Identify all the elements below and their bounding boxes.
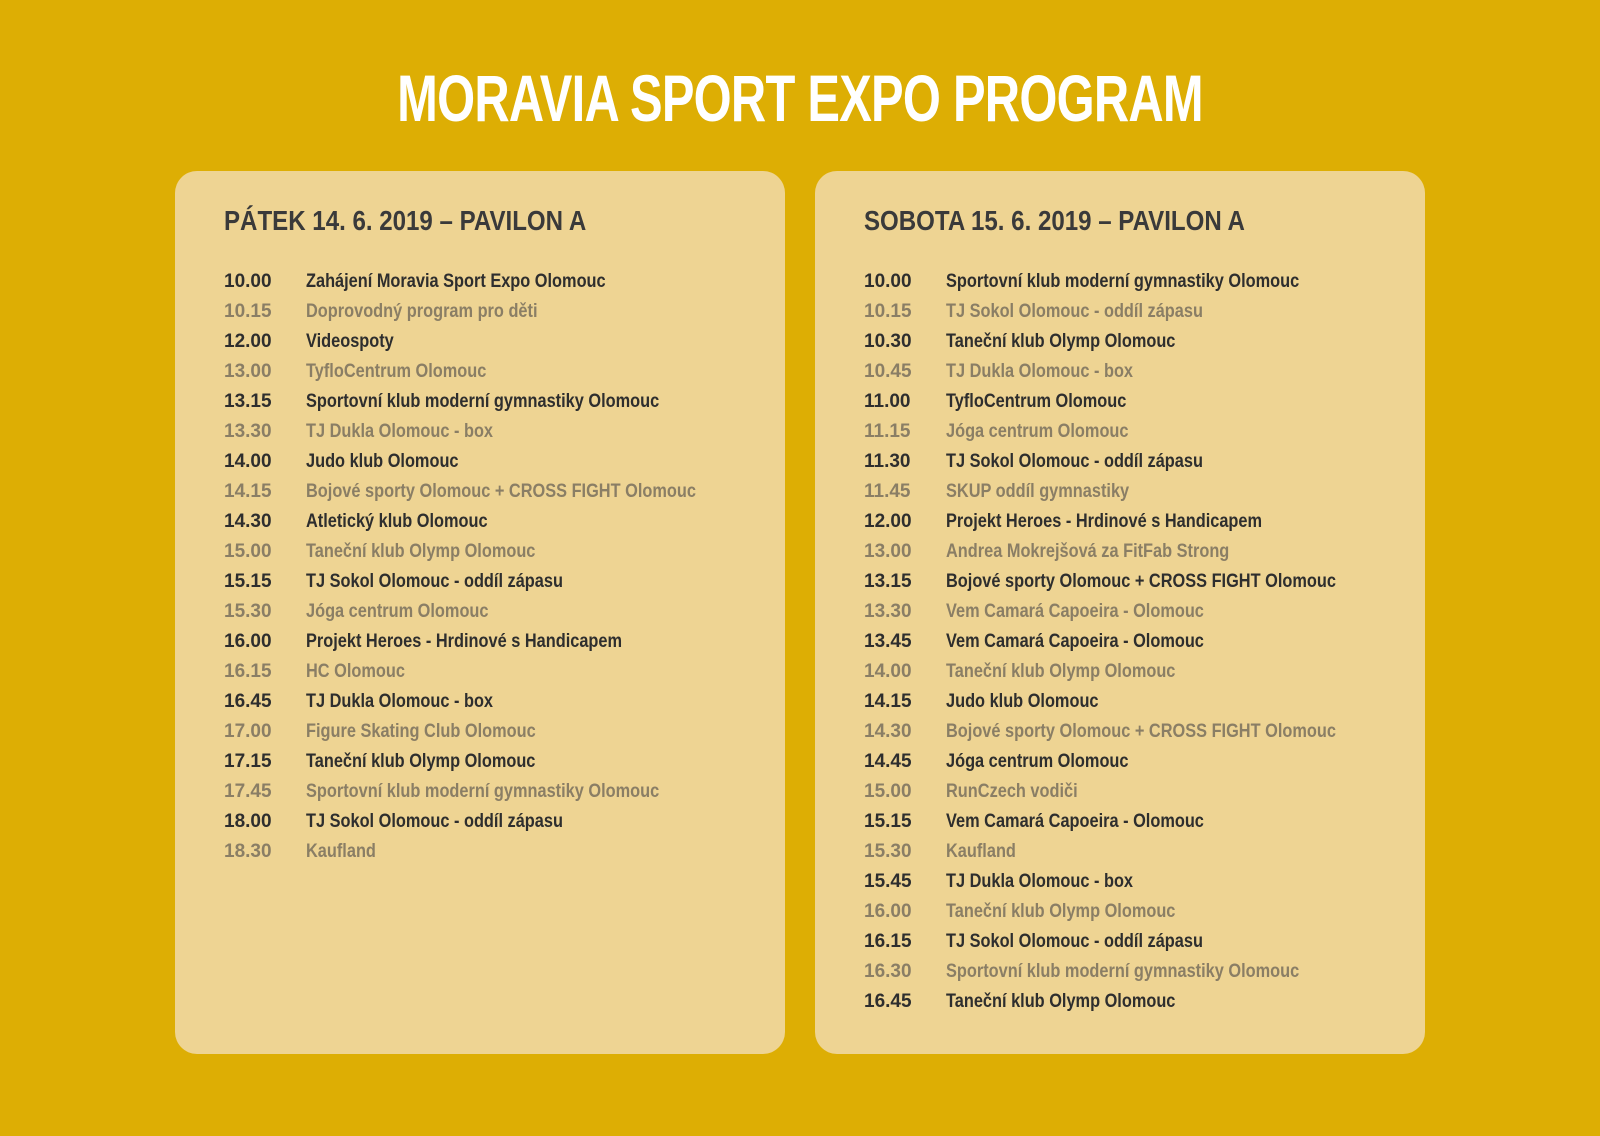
schedule-time: 13.30 [864, 601, 912, 622]
schedule-event: Taneční klub Olymp Olomouc [946, 991, 1176, 1012]
schedule-time: 14.45 [864, 751, 912, 772]
schedule-row [864, 747, 1404, 777]
schedule-row [864, 567, 1404, 597]
schedule-event: SKUP oddíl gymnastiky [946, 481, 1130, 502]
schedule-event: TyfloCentrum Olomouc [306, 361, 487, 382]
schedule-row [224, 777, 764, 807]
schedule-row [864, 507, 1404, 537]
schedule-time: 13.30 [224, 421, 272, 442]
schedule-event: Kaufland [946, 841, 1016, 862]
schedule-time: 14.00 [864, 661, 912, 682]
schedule-event: Vem Camará Capoeira - Olomouc [946, 631, 1204, 652]
schedule-row [224, 837, 764, 867]
schedule-row [864, 927, 1404, 957]
schedule-row [864, 987, 1404, 1017]
schedule-row [864, 267, 1404, 297]
schedule-row [864, 657, 1404, 687]
schedule-time: 13.15 [224, 391, 272, 412]
schedule-event: Vem Camará Capoeira - Olomouc [946, 601, 1204, 622]
schedule-time: 14.15 [224, 481, 272, 502]
schedule-event: Kaufland [306, 841, 376, 862]
schedule-row [224, 597, 764, 627]
schedule-time: 15.30 [224, 601, 272, 622]
schedule-event: Jóga centrum Olomouc [306, 601, 489, 622]
schedule-time: 14.30 [864, 721, 912, 742]
schedule-event: Taneční klub Olymp Olomouc [946, 661, 1176, 682]
schedule-time: 11.45 [864, 481, 911, 502]
schedule-time: 18.30 [224, 841, 272, 862]
schedule-event: TJ Sokol Olomouc - oddíl zápasu [946, 301, 1203, 322]
schedule-row [224, 297, 764, 327]
schedule-row [224, 477, 764, 507]
schedule-time: 11.30 [864, 451, 911, 472]
saturday-heading: SOBOTA 15. 6. 2019 – PAVILON A [864, 205, 1245, 236]
schedule-event: Figure Skating Club Olomouc [306, 721, 536, 742]
schedule-event: Vem Camará Capoeira - Olomouc [946, 811, 1204, 832]
schedule-event: Doprovodný program pro děti [306, 301, 538, 322]
schedule-event: Taneční klub Olymp Olomouc [946, 901, 1176, 922]
schedule-row [224, 357, 764, 387]
saturday-schedule [864, 267, 1404, 1017]
schedule-event: TJ Sokol Olomouc - oddíl zápasu [306, 811, 563, 832]
schedule-time: 10.30 [864, 331, 912, 352]
schedule-time: 10.15 [864, 301, 912, 322]
schedule-event: TJ Dukla Olomouc - box [946, 361, 1134, 382]
schedule-time: 15.30 [864, 841, 912, 862]
schedule-event: TJ Dukla Olomouc - box [946, 871, 1134, 892]
schedule-event: Sportovní klub moderní gymnastiky Olomouc [306, 391, 660, 412]
schedule-time: 12.00 [864, 511, 912, 532]
schedule-row [864, 327, 1404, 357]
schedule-row [224, 267, 764, 297]
schedule-row [224, 717, 764, 747]
schedule-event: Jóga centrum Olomouc [946, 421, 1129, 442]
friday-schedule [224, 267, 764, 867]
schedule-time: 13.00 [224, 361, 272, 382]
schedule-row [864, 897, 1404, 927]
schedule-row [224, 747, 764, 777]
schedule-row [224, 537, 764, 567]
schedule-row [864, 597, 1404, 627]
schedule-row [224, 687, 764, 717]
schedule-row [224, 507, 764, 537]
schedule-row [864, 867, 1404, 897]
schedule-event: Sportovní klub moderní gymnastiky Olomouc [946, 271, 1300, 292]
schedule-time: 15.45 [864, 871, 912, 892]
schedule-time: 13.00 [864, 541, 912, 562]
schedule-event: Sportovní klub moderní gymnastiky Olomouc [946, 961, 1300, 982]
schedule-time: 16.00 [864, 901, 912, 922]
schedule-row [864, 687, 1404, 717]
schedule-time: 12.00 [224, 331, 272, 352]
schedule-row [224, 657, 764, 687]
schedule-event: Taneční klub Olymp Olomouc [946, 331, 1176, 352]
schedule-event: Judo klub Olomouc [946, 691, 1099, 712]
schedule-time: 15.15 [864, 811, 912, 832]
schedule-time: 15.00 [864, 781, 912, 802]
schedule-event: Bojové sporty Olomouc + CROSS FIGHT Olomouc [946, 721, 1336, 742]
schedule-time: 14.00 [224, 451, 272, 472]
schedule-time: 16.15 [864, 931, 912, 952]
schedule-time: 11.00 [864, 391, 911, 412]
schedule-row [224, 387, 764, 417]
schedule-event: TJ Sokol Olomouc - oddíl zápasu [946, 931, 1203, 952]
schedule-row [864, 957, 1404, 987]
schedule-time: 15.00 [224, 541, 272, 562]
schedule-row [224, 627, 764, 657]
schedule-row [864, 627, 1404, 657]
schedule-time: 18.00 [224, 811, 272, 832]
schedule-time: 13.15 [864, 571, 912, 592]
schedule-event: TJ Dukla Olomouc - box [306, 691, 494, 712]
schedule-event: Judo klub Olomouc [306, 451, 459, 472]
schedule-event: Jóga centrum Olomouc [946, 751, 1129, 772]
schedule-time: 10.45 [864, 361, 912, 382]
schedule-time: 16.30 [864, 961, 912, 982]
schedule-row [864, 837, 1404, 867]
schedule-row [224, 447, 764, 477]
schedule-time: 11.15 [864, 421, 911, 442]
schedule-time: 17.15 [224, 751, 272, 772]
schedule-event: Bojové sporty Olomouc + CROSS FIGHT Olomouc [946, 571, 1336, 592]
schedule-event: Zahájení Moravia Sport Expo Olomouc [306, 271, 606, 292]
friday-heading: PÁTEK 14. 6. 2019 – PAVILON A [224, 205, 587, 236]
schedule-row [864, 807, 1404, 837]
schedule-event: TyfloCentrum Olomouc [946, 391, 1127, 412]
schedule-time: 15.15 [224, 571, 272, 592]
schedule-row [224, 327, 764, 357]
schedule-time: 10.00 [864, 271, 912, 292]
schedule-time: 14.30 [224, 511, 272, 532]
schedule-time: 10.00 [224, 271, 272, 292]
schedule-time: 16.45 [864, 991, 912, 1012]
schedule-event: Taneční klub Olymp Olomouc [306, 751, 536, 772]
schedule-time: 16.15 [224, 661, 272, 682]
schedule-event: Taneční klub Olymp Olomouc [306, 541, 536, 562]
schedule-row [224, 567, 764, 597]
schedule-event: Videospoty [306, 331, 394, 352]
schedule-event: HC Olomouc [306, 661, 405, 682]
page-title: MORAVIA SPORT EXPO PROGRAM [397, 61, 1203, 135]
schedule-time: 16.00 [224, 631, 272, 652]
schedule-event: Projekt Heroes - Hrdinové s Handicapem [946, 511, 1263, 532]
schedule-event: RunCzech vodiči [946, 781, 1078, 802]
schedule-event: TJ Sokol Olomouc - oddíl zápasu [946, 451, 1203, 472]
schedule-event: Andrea Mokrejšová za FitFab Strong [946, 541, 1230, 562]
schedule-row [224, 417, 764, 447]
schedule-event: TJ Sokol Olomouc - oddíl zápasu [306, 571, 563, 592]
schedule-row [864, 387, 1404, 417]
schedule-row [224, 807, 764, 837]
schedule-row [864, 477, 1404, 507]
schedule-row [864, 417, 1404, 447]
schedule-row [864, 297, 1404, 327]
schedule-event: Sportovní klub moderní gymnastiky Olomouc [306, 781, 660, 802]
schedule-row [864, 447, 1404, 477]
schedule-row [864, 717, 1404, 747]
schedule-time: 16.45 [224, 691, 272, 712]
schedule-row [864, 537, 1404, 567]
saturday-panel [815, 171, 1425, 1054]
schedule-event: Atletický klub Olomouc [306, 511, 488, 532]
schedule-event: TJ Dukla Olomouc - box [306, 421, 494, 442]
schedule-time: 17.45 [224, 781, 272, 802]
schedule-time: 17.00 [224, 721, 272, 742]
schedule-event: Bojové sporty Olomouc + CROSS FIGHT Olomouc [306, 481, 696, 502]
schedule-time: 14.15 [864, 691, 912, 712]
schedule-time: 13.45 [864, 631, 912, 652]
schedule-time: 10.15 [224, 301, 272, 322]
schedule-row [864, 777, 1404, 807]
schedule-event: Projekt Heroes - Hrdinové s Handicapem [306, 631, 623, 652]
friday-panel [175, 171, 785, 1054]
schedule-row [864, 357, 1404, 387]
